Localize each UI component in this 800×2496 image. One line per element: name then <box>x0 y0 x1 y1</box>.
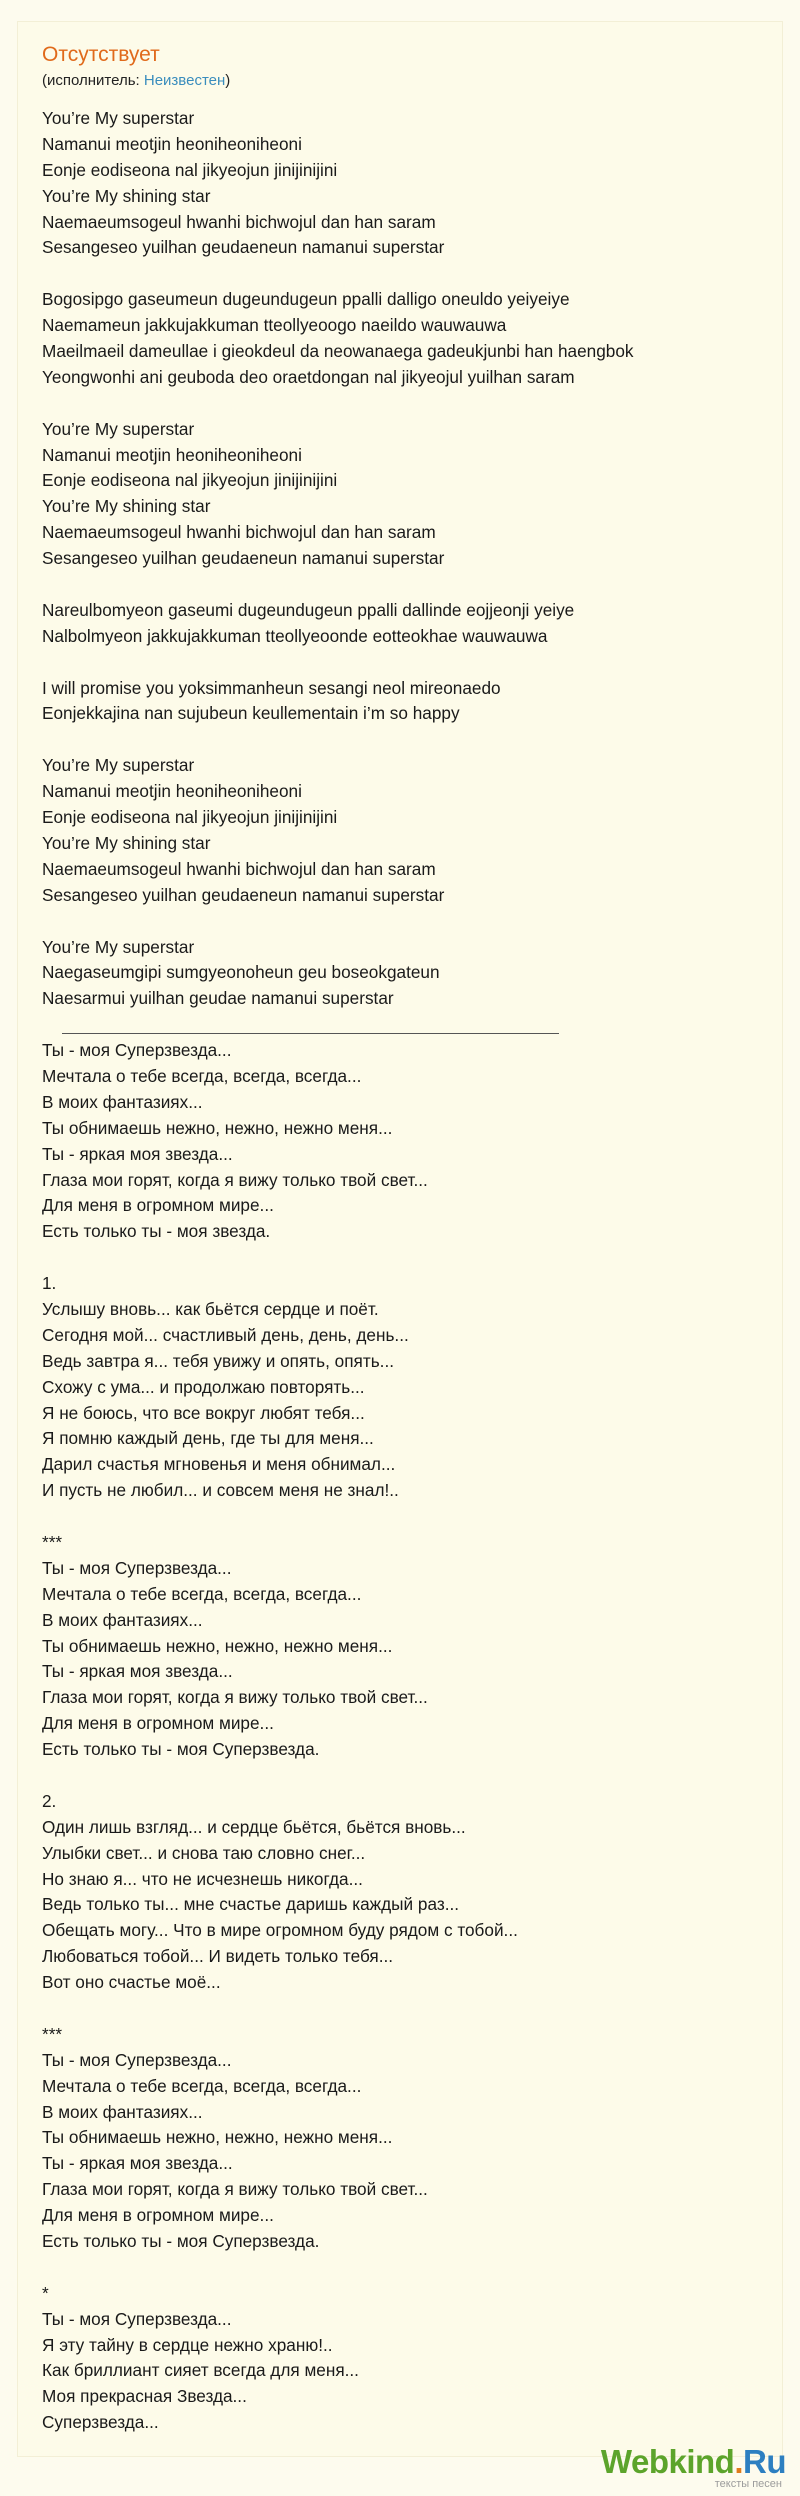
lyric-line: Для меня в огромном мире... <box>42 2205 274 2226</box>
blank-line <box>42 909 758 935</box>
lyric-line: Я не боюсь, что все вокруг любят тебя... <box>42 1402 365 1423</box>
lyric-line: You’re My shining star <box>42 496 211 517</box>
lyric-line: 2. <box>42 1790 57 1811</box>
lyric-line: Sesangeseo yuilhan geudaeneun namanui superstar <box>42 548 445 569</box>
lyric-line: Обещать могу... Что в мире огромном буду рядом с тобой... <box>42 1920 518 1941</box>
lyric-line: Есть только ты - моя звезда. <box>42 1221 271 1242</box>
lyric-line: You’re My superstar <box>42 418 195 439</box>
artist-prefix: (исполнитель: <box>42 72 144 89</box>
lyric-line: I will promise you yoksimmanheun sesangi neol mireonaedo <box>42 677 501 698</box>
lyric-line: You’re My superstar <box>42 936 195 957</box>
lyric-line: Схожу с ума... и продолжаю повторять... <box>42 1376 365 1397</box>
site-logo[interactable] <box>601 2445 786 2490</box>
lyric-line: Yeongwonhi ani geuboda deo oraetdongan nal jikyeojul yuilhan saram <box>42 366 575 387</box>
lyric-line: Дарил счастья мгновенья и меня обнимал... <box>42 1454 396 1475</box>
lyric-line: Улыбки свет... и снова таю словно снег... <box>42 1842 366 1863</box>
lyric-line: Ты обнимаешь нежно, нежно, нежно меня... <box>42 1635 393 1656</box>
lyric-line: Суперзвезда... <box>42 2412 159 2433</box>
lyric-line: Eonje eodiseona nal jikyeojun jinijinijini <box>42 159 338 180</box>
lyric-line: Но знаю я... что не исчезнешь никогда... <box>42 1868 363 1889</box>
lyric-line: Ты обнимаешь нежно, нежно, нежно меня... <box>42 2127 393 2148</box>
lyric-line: *** <box>42 2023 63 2044</box>
lyric-line: Namanui meotjin heoniheoniheoni <box>42 781 302 802</box>
lyric-line: Услышу вновь... как бьётся сердце и поёт. <box>42 1298 379 1319</box>
lyric-line: Ты - яркая моя звезда... <box>42 2153 233 2174</box>
lyric-line: Как бриллиант сияет всегда для меня... <box>42 2360 359 2381</box>
lyric-line: Eonjekkajina nan sujubeun keullementain i’m so happy <box>42 703 460 724</box>
lyric-line: Sesangeseo yuilhan geudaeneun namanui superstar <box>42 884 445 905</box>
section-divider <box>42 1012 758 1038</box>
lyric-line: You’re My shining star <box>42 185 211 206</box>
blank-line <box>42 727 758 753</box>
lyric-line: В моих фантазиях... <box>42 1609 203 1630</box>
logo-dot: . <box>734 2443 743 2480</box>
lyric-line: You’re My shining star <box>42 832 211 853</box>
blank-line <box>42 650 758 676</box>
lyric-line: Namanui meotjin heoniheoniheoni <box>42 444 302 465</box>
lyric-line: Naesarmui yuilhan geudae namanui superstar <box>42 988 394 1009</box>
lyric-line: Naemaeumsogeul hwanhi bichwojul dan han saram <box>42 211 436 232</box>
lyric-line: Bogosipgo gaseumeun dugeundugeun ppalli dalligo oneuldo yeiyeiye <box>42 289 570 310</box>
lyric-line: 1. <box>42 1273 57 1294</box>
lyric-line: Мечтала о тебе всегда, всегда, всегда... <box>42 1065 362 1086</box>
content-area <box>18 22 782 2456</box>
lyric-line: Я помню каждый день, где ты для меня... <box>42 1428 374 1449</box>
lyric-line: Ведь только ты... мне счастье даришь каждый раз... <box>42 1894 460 1915</box>
lyrics-text <box>42 106 758 2436</box>
lyric-line: Мечтала о тебе всегда, всегда, всегда... <box>42 2075 362 2096</box>
lyric-line: Глаза мои горят, когда я вижу только твой свет... <box>42 1169 428 1190</box>
blank-line <box>42 2255 758 2281</box>
lyric-line: Ты - моя Суперзвезда... <box>42 1040 232 1061</box>
blank-line <box>42 391 758 417</box>
blank-line <box>42 1245 758 1271</box>
blank-line <box>42 1504 758 1530</box>
logo-tld: Ru <box>743 2443 786 2480</box>
lyric-line: Ведь завтра я... тебя увижу и опять, опять... <box>42 1350 394 1371</box>
lyric-line: Ты - моя Суперзвезда... <box>42 1557 232 1578</box>
lyric-line: Ты - моя Суперзвезда... <box>42 2049 232 2070</box>
logo-wordmark <box>601 2445 786 2478</box>
lyric-line: Есть только ты - моя Суперзвезда. <box>42 2231 320 2252</box>
lyric-line: Сегодня мой... счастливый день, день, день... <box>42 1324 409 1345</box>
lyric-line: И пусть не любил... и совсем меня не знал!.. <box>42 1480 399 1501</box>
artist-suffix: ) <box>225 72 231 89</box>
lyric-line: Вот оно счастье моё... <box>42 1972 221 1993</box>
blank-line <box>42 572 758 598</box>
logo-name: Webkind <box>600 2443 735 2480</box>
lyric-line: You’re My superstar <box>42 755 195 776</box>
lyric-line: Глаза мои горят, когда я вижу только твой свет... <box>42 2179 428 2200</box>
lyric-line: Для меня в огромном мире... <box>42 1195 274 1216</box>
blank-line <box>42 1996 758 2022</box>
lyric-line: *** <box>42 1531 63 1552</box>
artist-line <box>42 72 230 90</box>
lyric-line: Nareulbomyeon gaseumi dugeundugeun ppalli dallinde eojjeonji yeiye <box>42 599 575 620</box>
lyric-line: Naegaseumgipi sumgyeonoheun geu boseokgateun <box>42 962 440 983</box>
lyric-line: В моих фантазиях... <box>42 2101 203 2122</box>
lyric-line: Глаза мои горят, когда я вижу только твой свет... <box>42 1687 428 1708</box>
lyric-line: Один лишь взгляд... и сердце бьётся, бьётся вновь... <box>42 1816 466 1837</box>
lyric-line: You’re My superstar <box>42 108 195 128</box>
lyric-line: Ты - яркая моя звезда... <box>42 1143 233 1164</box>
lyric-line: Sesangeseo yuilhan geudaeneun namanui superstar <box>42 237 445 258</box>
lyric-line: Maeilmaeil dameullae i gieokdeul da neowanaega gadeukjunbi han haengbok <box>42 341 634 362</box>
lyric-line: В моих фантазиях... <box>42 1091 203 1112</box>
lyric-line: Naemameun jakkujakkuman tteollyeoogo naeildo wauwauwa <box>42 315 507 336</box>
artist-link[interactable]: Неизвестен <box>143 72 226 89</box>
lyric-line: Naemaeumsogeul hwanhi bichwojul dan han saram <box>42 858 436 879</box>
lyric-line: Моя прекрасная Звезда... <box>42 2386 247 2407</box>
blank-line <box>42 1763 758 1789</box>
lyric-line: Любоваться тобой... И видеть только тебя... <box>42 1946 394 1967</box>
blank-line <box>42 261 758 287</box>
lyric-line: Мечтала о тебе всегда, всегда, всегда... <box>42 1583 362 1604</box>
lyric-line: Eonje eodiseona nal jikyeojun jinijinijini <box>42 470 338 491</box>
lyric-line: Ты обнимаешь нежно, нежно, нежно меня... <box>42 1117 393 1138</box>
lyric-line: Nalbolmyeon jakkujakkuman tteollyeoonde eotteokhae wauwauwa <box>42 625 548 646</box>
lyric-line: * <box>42 2282 49 2303</box>
lyric-line: Ты - моя Суперзвезда... <box>42 2308 232 2329</box>
lyric-line: Eonje eodiseona nal jikyeojun jinijinijini <box>42 807 338 828</box>
lyric-line: Ты - яркая моя звезда... <box>42 1661 233 1682</box>
logo-tagline: тексты песен <box>714 2478 782 2490</box>
lyric-line: Есть только ты - моя Суперзвезда. <box>42 1739 320 1760</box>
lyric-line: Для меня в огромном мире... <box>42 1713 274 1734</box>
lyric-line: Namanui meotjin heoniheoniheoni <box>42 133 302 154</box>
lyric-line: Naemaeumsogeul hwanhi bichwojul dan han saram <box>42 522 436 543</box>
lyric-line: Я эту тайну в сердце нежно храню!.. <box>42 2334 333 2355</box>
song-title: Отсутствует <box>42 43 160 66</box>
